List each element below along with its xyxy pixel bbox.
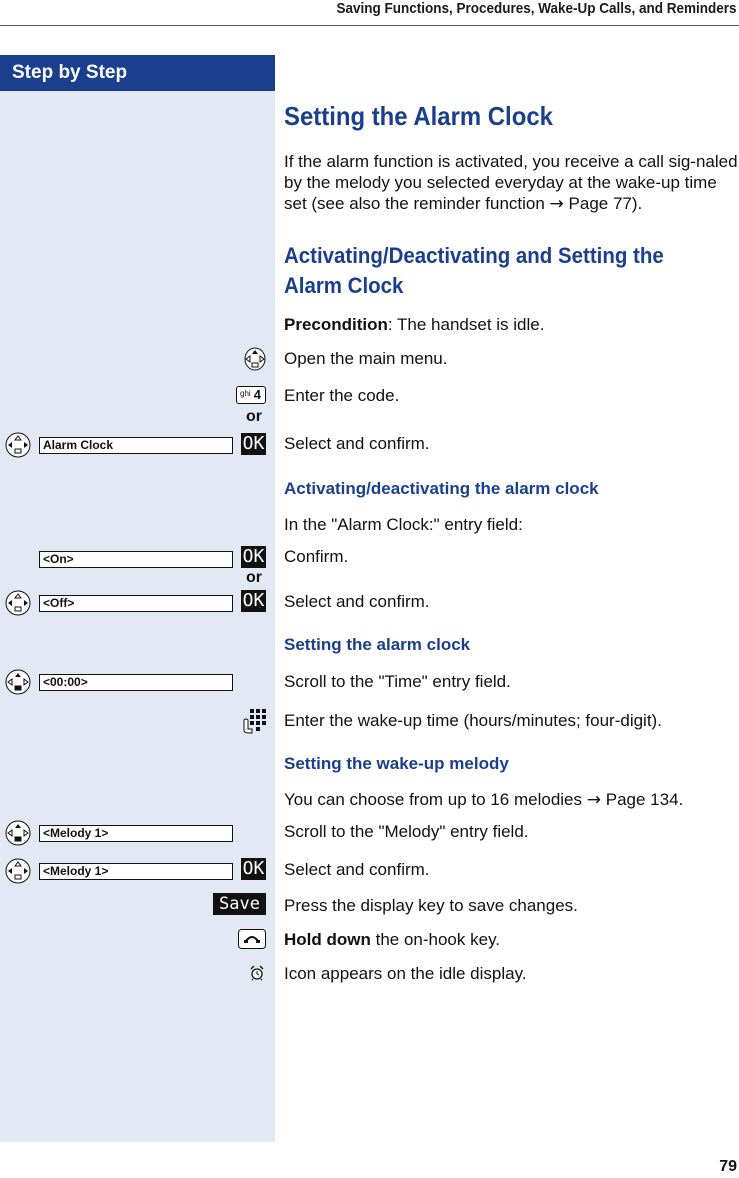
- section-title: Setting the Alarm Clock: [284, 101, 553, 131]
- alarm-clock-icon: [249, 965, 265, 981]
- page-number: 79: [719, 1158, 737, 1175]
- melody-field[interactable]: <Melody 1>: [39, 825, 233, 842]
- off-field[interactable]: <Off>: [39, 595, 233, 612]
- control-key-icon: [5, 669, 31, 695]
- control-key-icon: [5, 590, 31, 616]
- step-scroll-time: Scroll to the "Time" entry field.: [284, 672, 511, 691]
- keypad-icon: [240, 708, 266, 734]
- page-ref-arrow: →: [549, 194, 564, 214]
- step-save: Press the display key to save changes.: [284, 896, 578, 915]
- intro-text: If the alarm function is activated, you receive a call sig-naled by the melody you selected everyday at the wake-up time set (see also the reminder function: [284, 152, 738, 213]
- hold-down-rest: the on-hook key.: [370, 930, 501, 949]
- control-key-icon: [5, 820, 31, 846]
- time-field[interactable]: <00:00>: [39, 674, 233, 691]
- activating-heading: Activating/deactivating the alarm clock: [284, 479, 599, 498]
- control-key-icon: [5, 858, 31, 884]
- step-hold-down: [284, 930, 500, 950]
- ok-key[interactable]: OK: [242, 433, 265, 454]
- step-select-confirm: Select and confirm.: [284, 434, 430, 453]
- section-subtitle: Activating/Deactivating and Setting the Alarm Clock: [284, 243, 664, 298]
- key-4-letters: ghi: [240, 389, 251, 398]
- header-rule: [0, 25, 739, 26]
- precondition: [284, 315, 544, 335]
- melody-heading: Setting the wake-up melody: [284, 754, 509, 773]
- melody-choose-text: [284, 790, 683, 810]
- save-key[interactable]: Save: [213, 893, 266, 915]
- precondition-text: : The handset is idle.: [387, 315, 545, 334]
- step-select-confirm-2: Select and confirm.: [284, 592, 430, 611]
- setting-heading: Setting the alarm clock: [284, 635, 471, 654]
- melody-page-ref: Page 134.: [605, 790, 684, 809]
- step-enter-code: Enter the code.: [284, 386, 400, 405]
- melody-field[interactable]: <Melody 1>: [39, 863, 233, 880]
- hold-down-label: Hold down: [284, 930, 371, 949]
- step-scroll-melody: Scroll to the "Melody" entry field.: [284, 822, 529, 841]
- intro-page-ref: Page 77).: [568, 194, 643, 213]
- or-label: or: [246, 569, 262, 586]
- step-by-step-bar: Step by Step: [0, 55, 275, 91]
- entry-field-text: In the "Alarm Clock:" entry field:: [284, 515, 523, 534]
- step-select-confirm-3: Select and confirm.: [284, 860, 430, 879]
- step-enter-time: Enter the wake-up time (hours/minutes; four-digit).: [284, 711, 662, 730]
- ok-key[interactable]: OK: [242, 858, 265, 879]
- step-icon-appears: Icon appears on the idle display.: [284, 964, 527, 983]
- step-open-menu: Open the main menu.: [284, 349, 448, 368]
- or-label: or: [246, 408, 262, 425]
- key-4-digit: 4: [253, 387, 261, 402]
- precondition-label: Precondition: [284, 315, 388, 334]
- step-confirm: Confirm.: [284, 547, 349, 566]
- on-field[interactable]: <On>: [39, 551, 233, 568]
- page-ref-arrow: →: [586, 790, 601, 810]
- on-hook-key-icon: [238, 929, 266, 949]
- control-key-icon: [5, 432, 31, 458]
- melody-choose: You can choose from up to 16 melodies: [284, 790, 583, 809]
- running-header: Saving Functions, Procedures, Wake-Up Calls, and Reminders: [336, 0, 737, 17]
- alarm-clock-field[interactable]: Alarm Clock: [39, 437, 233, 454]
- intro-paragraph: [284, 151, 739, 215]
- ok-key[interactable]: OK: [242, 590, 265, 611]
- ok-key[interactable]: OK: [242, 546, 265, 567]
- control-key-icon: [244, 347, 266, 371]
- key-4-icon: [236, 386, 266, 404]
